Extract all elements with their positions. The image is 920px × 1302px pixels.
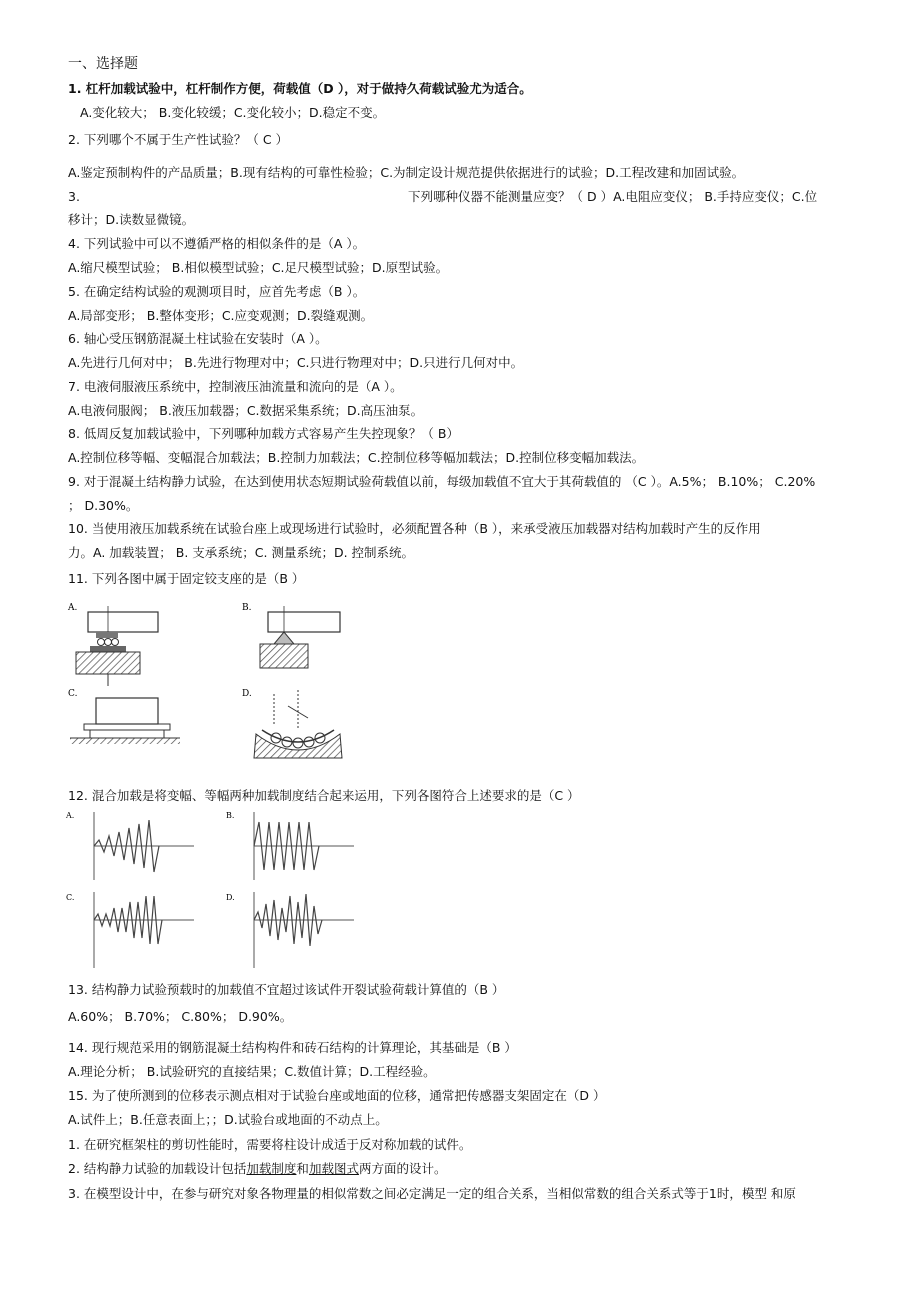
q11-label-b: B. <box>242 603 252 613</box>
fill-question-2 <box>68 1160 446 1178</box>
q11-label-a: A. <box>68 603 78 613</box>
support-d-drawing <box>254 690 342 758</box>
section-title: 一、选择题 <box>68 56 138 72</box>
fill-question-1: 1. 在研究框架柱的剪切性能时，需要将柱设计成适于反对称加载的试件。 <box>68 1137 472 1152</box>
q15-title: 15. 为了使所测到的位移表示测点相对于试验台座或地面的位移，通常把传感器支架固定在（D ） <box>68 1088 606 1103</box>
q3-options: 移计；D.读数显微镜。 <box>68 212 195 227</box>
q11-title: 11. 下列各图中属于固定铰支座的是（B ） <box>68 571 305 586</box>
q4-title: 4. 下列试验中可以不遵循严格的相似条件的是（A ）。 <box>68 236 366 251</box>
q15-options: A.试件上；B.任意表面上；；D.试验台或地面的不动点上。 <box>68 1112 388 1127</box>
support-c-drawing <box>70 698 180 744</box>
q11-label-c: C. <box>68 689 78 699</box>
q12-label-c: C. <box>66 893 75 902</box>
q12-axes <box>94 812 354 968</box>
q8-title: 8. 低周反复加载试验中，下列哪种加载方式容易产生失控现象？（ B） <box>68 426 459 441</box>
fill2-blank-1: 加载制度 <box>246 1161 297 1176</box>
q10-options: 力。A. 加载装置； B. 支承系统；C. 测量系统；D. 控制系统。 <box>68 545 415 560</box>
q14-title: 14. 现行规范采用的钢筋混凝土结构构件和砖石结构的计算理论，其基础是（B ） <box>68 1040 517 1055</box>
fill2-blank-2: 加载图式 <box>308 1161 359 1176</box>
q12-loading-figures <box>62 808 362 972</box>
q1-options: A.变化较大； B.变化较缓；C.变化较小；D.稳定不变。 <box>80 105 386 120</box>
q4-options: A.缩尺模型试验； B.相似模型试验；C.足尺模型试验；D.原型试验。 <box>68 260 449 275</box>
q5-title: 5. 在确定结构试验的观测项目时，应首先考虑（B ）。 <box>68 284 366 299</box>
q6-title: 6. 轴心受压钢筋混凝土柱试验在安装时（A ）。 <box>68 331 328 346</box>
support-a-drawing <box>76 606 158 686</box>
q2-title: 2. 下列哪个不属于生产性试验？（ C ） <box>68 132 289 147</box>
q1-title: 1. 杠杆加载试验中，杠杆制作方便，荷载值（D ），对于做持久荷载试验尤为适合。 <box>68 81 532 96</box>
q12-title: 12. 混合加载是将变幅、等幅两种加载制度结合起来运用，下列各图符合上述要求的是（C ） <box>68 788 580 803</box>
q14-options: A.理论分析； B.试验研究的直接结果；C.数值计算；D.工程经验。 <box>68 1064 436 1079</box>
fill2-post: 两方面的设计。 <box>358 1161 447 1176</box>
q7-options: A.电液伺服阀； B.液压加载器；C.数据采集系统；D.高压油泵。 <box>68 403 424 418</box>
q2-options: A.鉴定预制构件的产品质量；B.现有结构的可靠性检验；C.为制定设计规范提供依据进行的试验；D.工程改建和加固试验。 <box>68 165 745 180</box>
q12-label-a: A. <box>66 811 75 820</box>
q13-options: A.60%； B.70%； C.80%； D.90%。 <box>68 1009 293 1024</box>
q12-label-b: B. <box>226 811 235 820</box>
fill2-mid: 和 <box>296 1161 309 1176</box>
q11-support-figures <box>62 598 362 770</box>
q3-title: 下列哪种仪器不能测量应变？（ D ）A.电阻应变仪； B.手持应变仪；C.位 <box>408 189 818 204</box>
q13-title: 13. 结构静力试验预载时的加载值不宜超过该试件开裂试验荷载计算值的（B ） <box>68 982 505 997</box>
fill-question-3: 3. 在模型设计中，在参与研究对象各物理量的相似常数之间必定满足一定的组合关系，当相似常数的组合关系式等于1时，模型 和原 <box>68 1186 796 1201</box>
q12-label-d: D. <box>226 893 235 902</box>
q5-options: A.局部变形； B.整体变形；C.应变观测；D.裂缝观测。 <box>68 308 374 323</box>
q9-title: 9. 对于混凝土结构静力试验，在达到使用状态短期试验荷载值以前，每级加载值不宜大于其荷载值的 （C ）。A.5%； B.10%； C.20% <box>68 474 816 489</box>
q11-label-d: D. <box>242 689 252 699</box>
q12-curve-c <box>94 896 162 944</box>
q3-number: 3. <box>68 189 80 204</box>
q6-options: A.先进行几何对中； B.先进行物理对中；C.只进行物理对中；D.只进行几何对中。 <box>68 355 524 370</box>
q10-title: 10. 当使用液压加载系统在试验台座上或现场进行试验时，必须配置各种（B ），来承受液压加载器对结构加载时产生的反作用 <box>68 521 761 536</box>
q7-title: 7. 电液伺服液压系统中，控制液压油流量和流向的是（A ）。 <box>68 379 403 394</box>
fill2-pre: 2. 结构静力试验的加载设计包括 <box>68 1161 247 1176</box>
q9-options: ； D.30%。 <box>68 498 139 513</box>
q8-options: A.控制位移等幅、变幅混合加载法；B.控制力加载法；C.控制位移等幅加载法；D.控制位移变幅加载法。 <box>68 450 645 465</box>
support-b-drawing <box>260 606 340 668</box>
